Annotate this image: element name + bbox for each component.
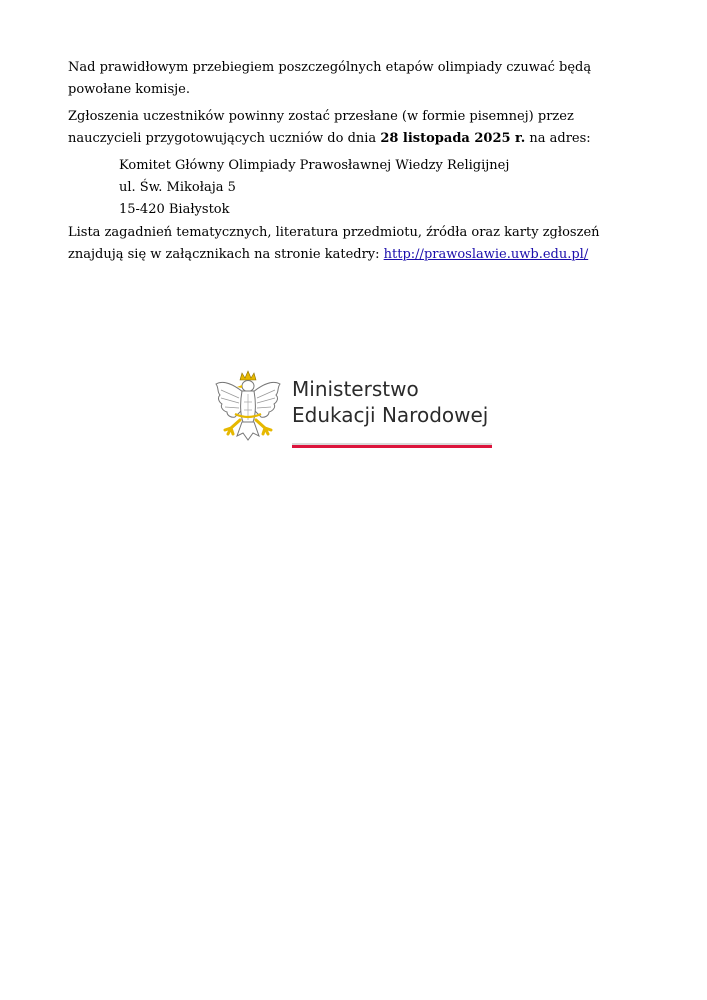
- address-line-street: ul. Św. Mikołaja 5: [119, 180, 236, 195]
- paragraph-commissions: Nad prawidłowym przebiegiem poszczególnych etapów olimpiady czuwać będą powołane komisje.: [68, 60, 592, 97]
- address-block: [119, 155, 509, 221]
- submission-text: Zgłoszenia uczestników powinny zostać przesłane (w formie pisemnej) przez nauczycieli przygotowujących uczniów do dnia: [68, 109, 574, 146]
- logo-text-ministry: Ministerstwo: [292, 377, 419, 401]
- submission-text-end: na adres:: [525, 131, 591, 146]
- address-line-committee: Komitet Główny Olimpiady Prawosławnej Wiedzy Religijnej: [119, 158, 510, 173]
- polish-eagle-emblem-icon: [213, 370, 283, 452]
- flag-red-stripe: [292, 445, 492, 448]
- paragraph-submission: [68, 106, 643, 150]
- submission-deadline: 28 listopada 2025 r.: [380, 131, 526, 146]
- ministry-logo: [213, 370, 498, 455]
- department-website-link[interactable]: http://prawoslawie.uwb.edu.pl/: [383, 247, 589, 262]
- materials-text: Lista zagadnień tematycznych, literatura przedmiotu, źródła oraz karty zgłoszeń znajdują się w załącznikach na stronie katedry:: [68, 225, 600, 262]
- address-line-city: 15-420 Białystok: [119, 202, 230, 217]
- logo-flag-stripe: [292, 443, 492, 448]
- logo-text-education: Edukacji Narodowej: [292, 403, 489, 427]
- paragraph-materials: [68, 222, 643, 266]
